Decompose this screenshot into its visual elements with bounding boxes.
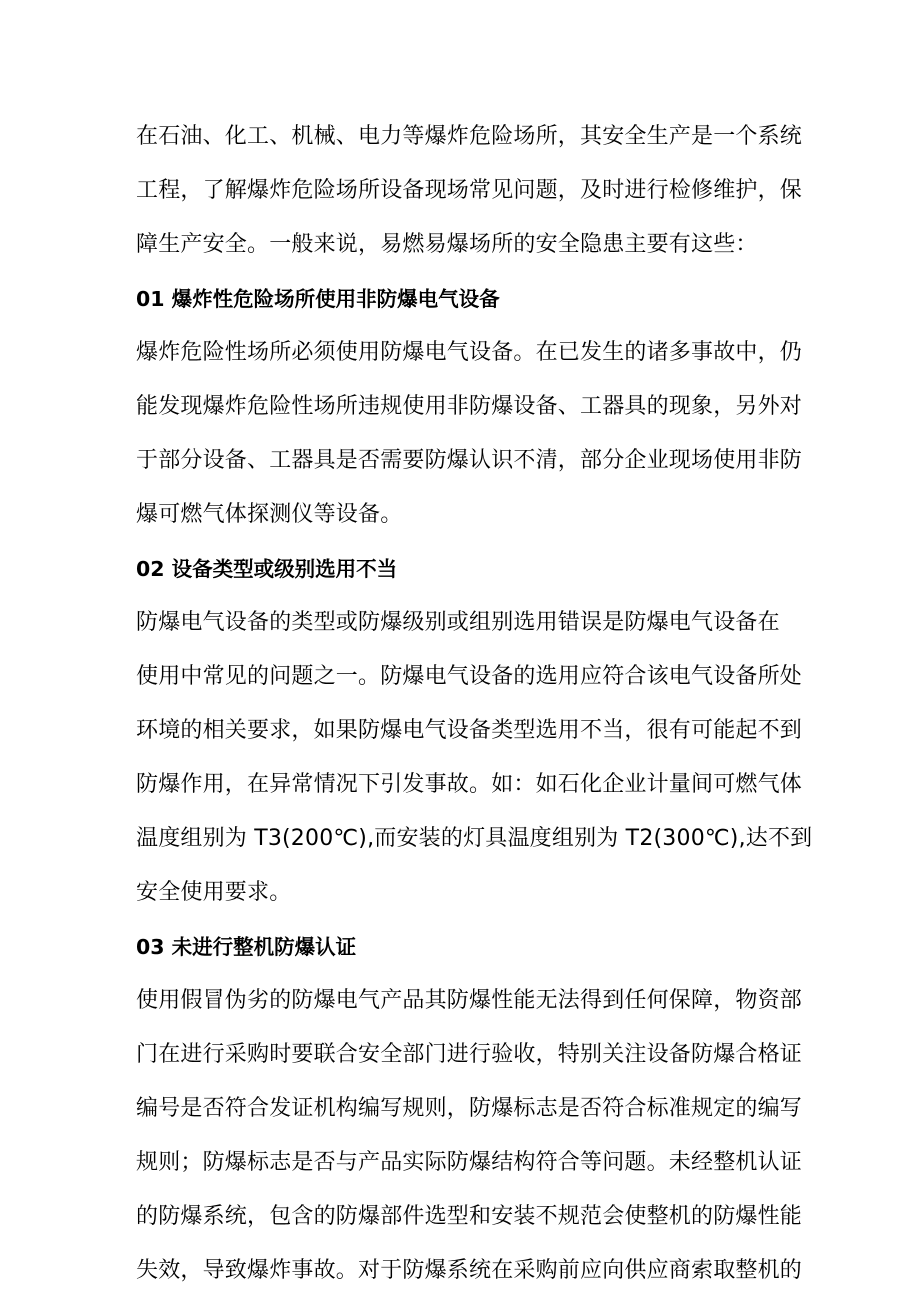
section-heading: 02 设备类型或级别选用不当 bbox=[136, 557, 398, 581]
text-line: 安全使用要求。 bbox=[136, 880, 292, 905]
text-line: 爆炸危险性场所必须使用防爆电气设备。在已发生的诸多事故中，仍 bbox=[136, 340, 803, 365]
section-heading: 01 爆炸性危险场所使用非防爆电气设备 bbox=[136, 287, 500, 311]
text-line: 编号是否符合发证机构编写规则，防爆标志是否符合标准规定的编写 bbox=[136, 1096, 803, 1121]
text-line: 规则；防爆标志是否与产品实际防爆结构符合等问题。未经整机认证 bbox=[136, 1150, 803, 1175]
text-line: 温度组别为 T3(200℃),而安装的灯具温度组别为 T2(300℃),达不到 bbox=[136, 826, 813, 851]
text-line: 的防爆系统，包含的防爆部件选型和安装不规范会使整机的防爆性能 bbox=[136, 1204, 803, 1229]
text-line: 环境的相关要求，如果防爆电气设备类型选用不当，很有可能起不到 bbox=[136, 718, 803, 743]
text-line: 障生产安全。一般来说，易燃易爆场所的安全隐患主要有这些： bbox=[136, 232, 758, 257]
intro-paragraph bbox=[136, 110, 803, 272]
document-body bbox=[136, 110, 813, 1298]
text-line: 于部分设备、工器具是否需要防爆认识不清，部分企业现场使用非防 bbox=[136, 448, 803, 473]
section-heading: 03 未进行整机防爆认证 bbox=[136, 935, 357, 959]
text-line: 使用假冒伪劣的防爆电气产品其防爆性能无法得到任何保障，物资部 bbox=[136, 988, 803, 1013]
text-line: 失效，导致爆炸事故。对于防爆系统在采购前应向供应商索取整机的 bbox=[136, 1258, 803, 1283]
text-line: 工程，了解爆炸危险场所设备现场常见问题，及时进行检修维护，保 bbox=[136, 178, 803, 203]
text-line: 防爆作用，在异常情况下引发事故。如：如石化企业计量间可燃气体 bbox=[136, 772, 803, 797]
text-line: 能发现爆炸危险性场所违规使用非防爆设备、工器具的现象，另外对 bbox=[136, 394, 803, 419]
text-line: 爆可燃气体探测仪等设备。 bbox=[136, 502, 403, 527]
section-02 bbox=[136, 542, 813, 920]
text-line: 使用中常见的问题之一。防爆电气设备的选用应符合该电气设备所处 bbox=[136, 664, 803, 689]
text-line: 门在进行采购时要联合安全部门进行验收，特别关注设备防爆合格证 bbox=[136, 1042, 803, 1067]
text-line: 防爆电气设备的类型或防爆级别或组别选用错误是防爆电气设备在 bbox=[136, 610, 780, 635]
text-line: 在石油、化工、机械、电力等爆炸危险场所，其安全生产是一个系统 bbox=[136, 124, 803, 149]
section-01 bbox=[136, 272, 803, 542]
section-03 bbox=[136, 920, 803, 1298]
